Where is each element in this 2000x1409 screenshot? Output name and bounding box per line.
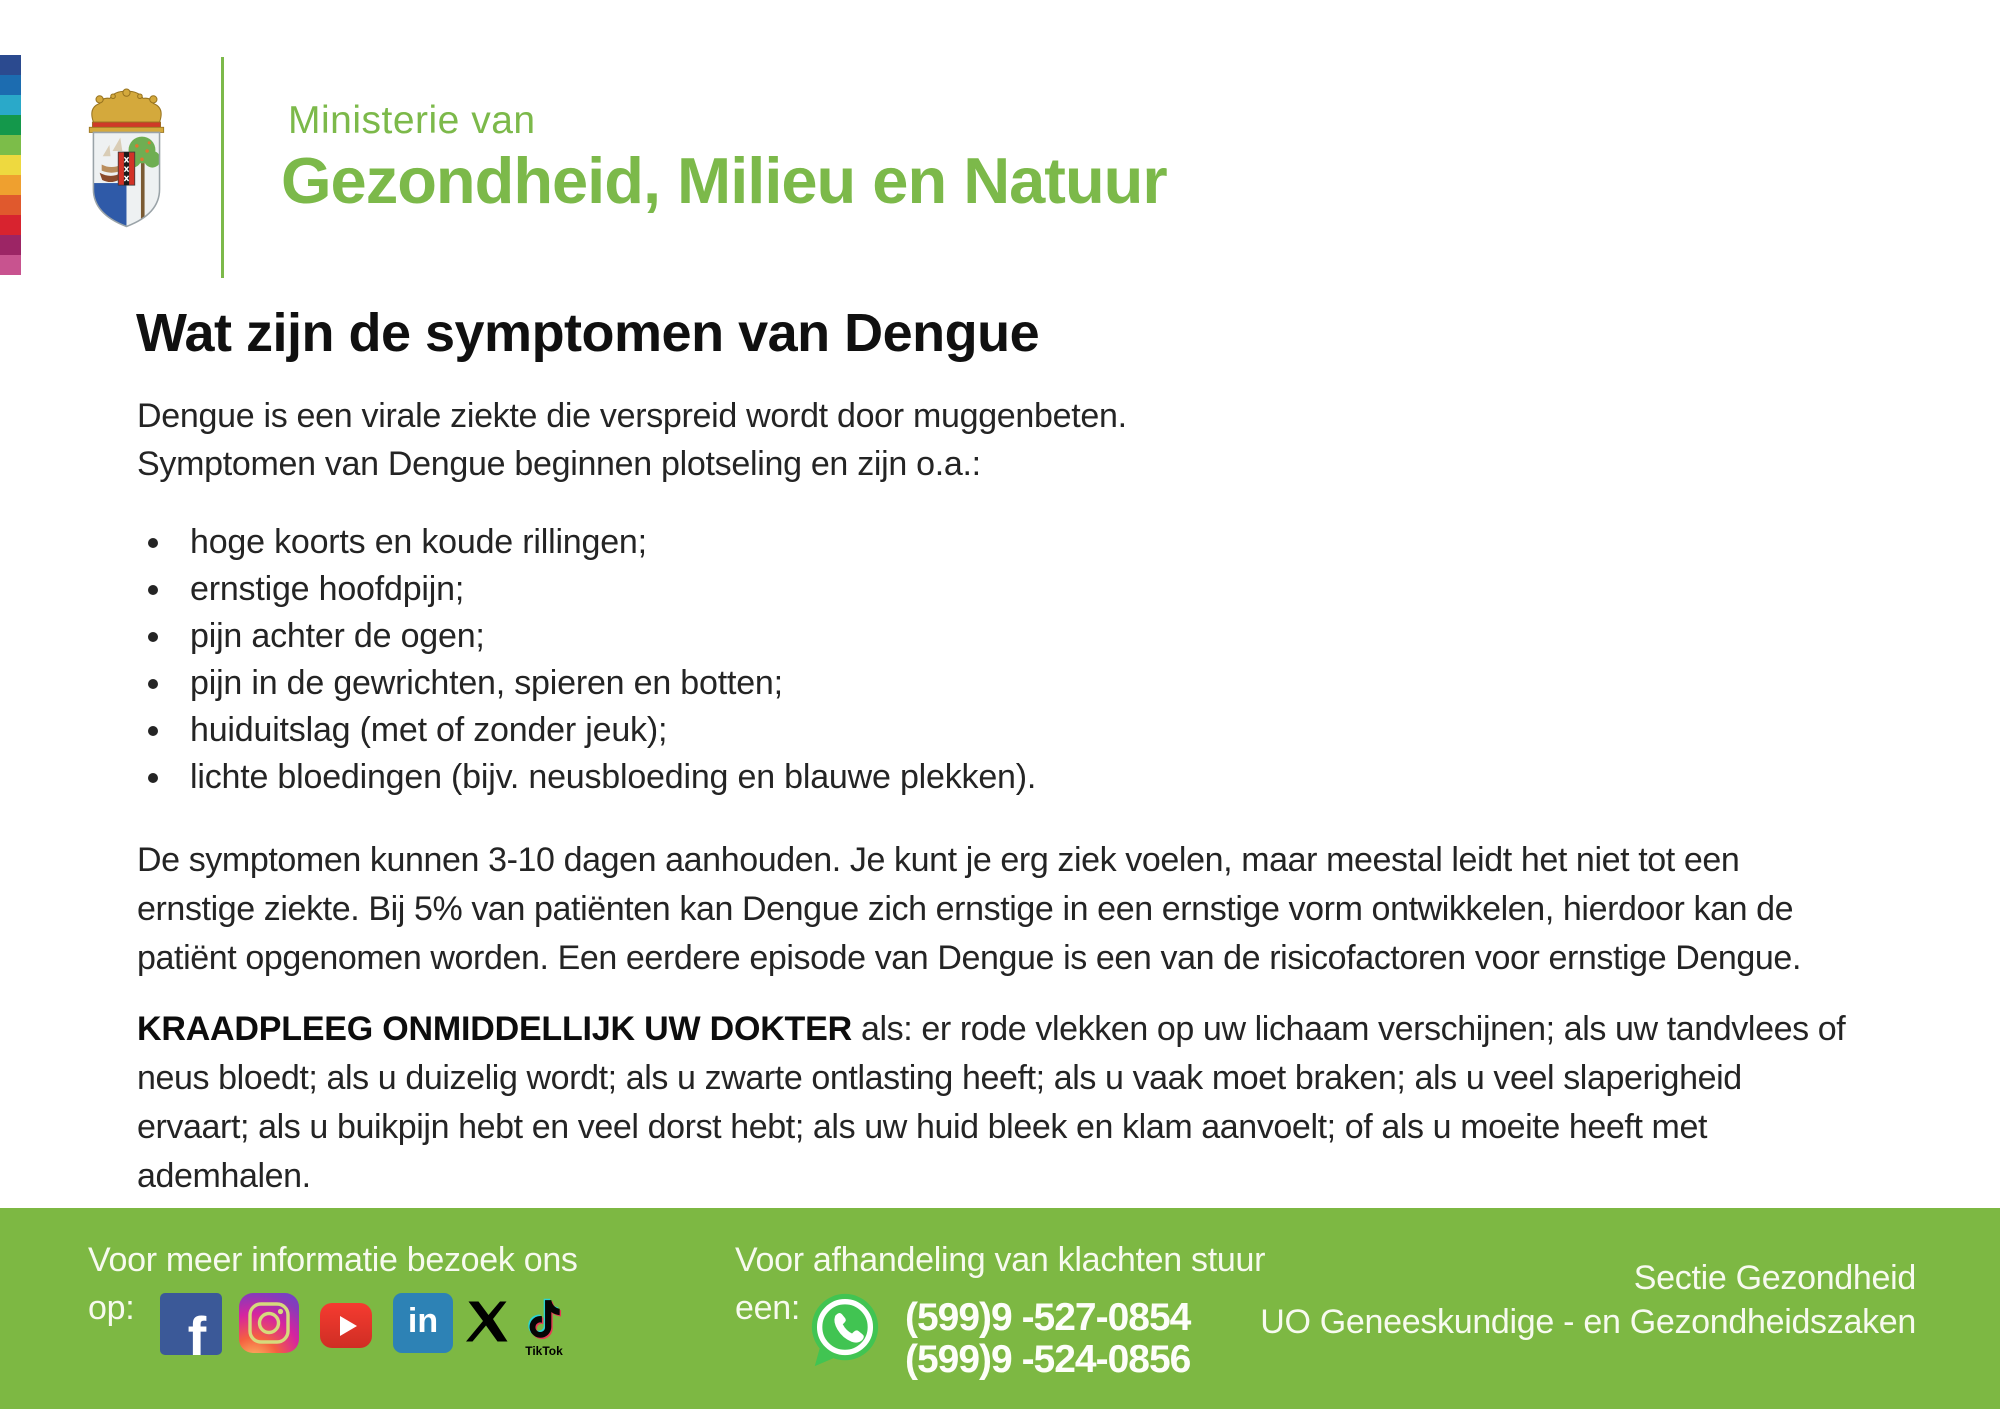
footer-info-text: op: (88, 1289, 135, 1327)
flag-stripe-segment (0, 175, 21, 195)
phone-number: (599)9 -524-0856 (905, 1338, 1191, 1381)
footer (0, 1208, 2000, 1409)
social-icons-row (160, 1293, 568, 1358)
instagram-icon[interactable] (239, 1293, 299, 1353)
coat-of-arms (72, 88, 182, 243)
flag-stripe-segment (0, 75, 21, 95)
course-paragraph (137, 836, 1937, 983)
list-item: pijn achter de ogen; (137, 613, 1036, 660)
phone-number: (599)9 -527-0854 (905, 1296, 1191, 1339)
paragraph-line: ervaart; als u buikpijn hebt en veel dorst hebt; als uw huid bleek en klam aanvoelt; of als u moeite heeft met (137, 1108, 1708, 1146)
crown-icon (92, 89, 161, 122)
paragraph-line: De symptomen kunnen 3-10 dagen aanhouden. Je kunt je erg ziek voelen, maar meestal leidt het niet tot een (137, 841, 1740, 879)
linkedin-icon[interactable]: in (393, 1293, 453, 1353)
symptom-list (137, 519, 1036, 801)
flag-stripe-segment (0, 115, 21, 135)
footer-complaints-text: Voor afhandeling van klachten stuur (735, 1241, 1266, 1279)
flag-stripe-segment (0, 155, 21, 175)
paragraph-line: patiënt opgenomen worden. Een eerdere episode van Dengue is een van de risicofactoren voor ernstige Dengue. (137, 939, 1801, 977)
flag-stripe-segment (0, 195, 21, 215)
paragraph-line (137, 1005, 1937, 1054)
ministry-prefix: Ministerie van (288, 99, 536, 142)
footer-complaints-text: een: (735, 1289, 800, 1327)
list-item: pijn in de gewrichten, spieren en botten; (137, 660, 1036, 707)
warning-rest: als: er rode vlekken op uw lichaam verschijnen; als uw tandvlees of (851, 1010, 1846, 1048)
x-twitter-icon[interactable] (466, 1300, 510, 1348)
paragraph-line: neus bloedt; als u duizelig wordt; als u zwarte ontlasting heeft; als u vaak moet braken; als u veel slaperigheid (137, 1059, 1742, 1097)
tiktok-icon[interactable] (520, 1297, 568, 1358)
whatsapp-icon[interactable] (806, 1290, 884, 1370)
paragraph-line: ademhalen. (137, 1157, 311, 1195)
intro-line: Symptomen van Dengue beginnen plotseling en zijn o.a.: (137, 445, 981, 483)
intro-paragraph (137, 392, 1127, 488)
footer-info-text: Voor meer informatie bezoek ons (88, 1241, 578, 1279)
ministry-name: Gezondheid, Milieu en Natuur (281, 144, 1167, 217)
flag-stripe-segment (0, 215, 21, 235)
header-divider (221, 57, 224, 278)
facebook-icon[interactable]: f (160, 1293, 222, 1355)
play-icon (340, 1316, 357, 1336)
flag-color-stripe (0, 55, 21, 275)
youtube-icon[interactable] (320, 1303, 372, 1348)
flag-stripe-segment (0, 235, 21, 255)
list-item: lichte bloedingen (bijv. neusbloeding en blauwe plekken). (137, 754, 1036, 801)
flag-stripe-segment (0, 135, 21, 155)
list-item: huiduitslag (met of zonder jeuk); (137, 707, 1036, 754)
tiktok-label: TikTok (525, 1344, 563, 1358)
warning-lead: KRAADPLEEG ONMIDDELLIJK UW DOKTER (137, 1010, 852, 1048)
footer-section-name: Sectie Gezondheid (1633, 1259, 1916, 1297)
footer-department-name: UO Geneeskundige - en Gezondheidszaken (1260, 1303, 1916, 1341)
list-item: ernstige hoofdpijn; (137, 566, 1036, 613)
intro-line: Dengue is een virale ziekte die verspreid wordt door muggenbeten. (137, 397, 1127, 435)
flag-stripe-segment (0, 255, 21, 275)
paragraph-line: ernstige ziekte. Bij 5% van patiënten kan Dengue zich ernstige in een ernstige vorm ontwikkelen, hierdoor kan de (137, 890, 1794, 928)
flag-stripe-segment (0, 55, 21, 75)
flag-stripe-segment (0, 95, 21, 115)
warning-paragraph (137, 1005, 1937, 1201)
list-item: hoge koorts en koude rillingen; (137, 519, 1036, 566)
page-title: Wat zijn de symptomen van Dengue (136, 303, 1040, 363)
